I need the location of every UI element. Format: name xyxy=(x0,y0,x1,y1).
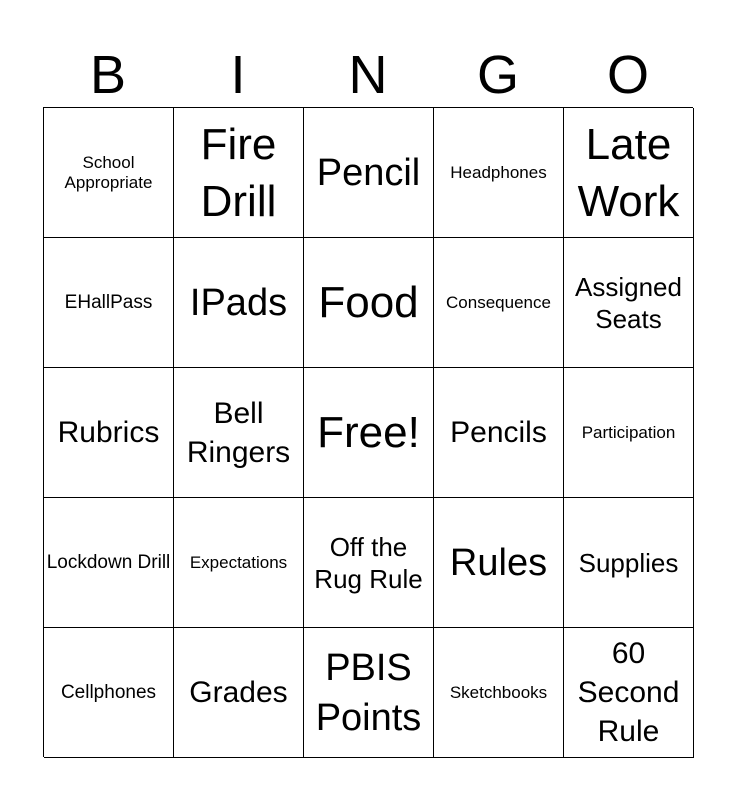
bingo-cell-g4[interactable] xyxy=(434,498,564,628)
bingo-cell-o5[interactable] xyxy=(564,628,694,758)
cell-label: Free! xyxy=(317,408,420,457)
cell-label: School Appropriate xyxy=(64,152,153,192)
bingo-cell-i1[interactable] xyxy=(174,108,304,238)
cell-label: Cellphones xyxy=(60,681,157,703)
bingo-cell-g5[interactable] xyxy=(434,628,564,758)
bingo-cell-n4[interactable] xyxy=(304,498,434,628)
bingo-cell-o3[interactable] xyxy=(564,368,694,498)
cell-label: Fire Drill xyxy=(200,119,277,226)
header-letter-n: N xyxy=(348,45,388,105)
cell-label: Assigned Seats xyxy=(575,271,682,334)
bingo-cell-o2[interactable] xyxy=(564,238,694,368)
cell-label: Consequence xyxy=(446,292,551,312)
bingo-cell-n5[interactable] xyxy=(304,628,434,758)
bingo-cell-b2[interactable] xyxy=(44,238,174,368)
bingo-cell-g1[interactable] xyxy=(434,108,564,238)
bingo-cell-n2[interactable] xyxy=(304,238,434,368)
bingo-cell-n1[interactable] xyxy=(304,108,434,238)
cell-label: Grades xyxy=(189,676,288,709)
bingo-card-grid xyxy=(43,107,693,757)
cell-label: Supplies xyxy=(578,547,679,578)
cell-label: Participation xyxy=(581,422,676,442)
bingo-cell-g2[interactable] xyxy=(434,238,564,368)
cell-label: Late Work xyxy=(577,119,680,226)
cell-label: Food xyxy=(318,278,419,327)
cell-label: Sketchbooks xyxy=(449,682,548,702)
cell-label: EHallPass xyxy=(64,291,153,313)
bingo-cell-i5[interactable] xyxy=(174,628,304,758)
header-letter-b: B xyxy=(89,45,127,105)
cell-label: 60 Second Rule xyxy=(577,637,680,748)
cell-label: Headphones xyxy=(450,162,547,182)
cell-label: Pencil xyxy=(316,151,421,194)
bingo-cell-b4[interactable] xyxy=(44,498,174,628)
cell-label: Rules xyxy=(449,541,548,584)
cell-label: Lockdown Drill xyxy=(46,551,171,573)
cell-label: PBIS Points xyxy=(315,646,422,739)
bingo-cell-i4[interactable] xyxy=(174,498,304,628)
bingo-cell-i2[interactable] xyxy=(174,238,304,368)
header-letter-i: I xyxy=(230,45,246,105)
bingo-cell-b1[interactable] xyxy=(44,108,174,238)
header-letter-o: O xyxy=(606,45,649,105)
cell-label: Bell Ringers xyxy=(186,396,291,469)
bingo-header xyxy=(43,40,693,110)
bingo-cell-o4[interactable] xyxy=(564,498,694,628)
header-letter-g: G xyxy=(476,45,519,105)
cell-label: IPads xyxy=(189,281,288,324)
bingo-cell-o1[interactable] xyxy=(564,108,694,238)
cell-label: Pencils xyxy=(450,416,547,449)
cell-label: Rubrics xyxy=(57,416,160,449)
cell-label: Off the Rug Rule xyxy=(314,531,423,594)
bingo-cell-i3[interactable] xyxy=(174,368,304,498)
cell-label: Expectations xyxy=(189,552,288,572)
bingo-cell-g3[interactable] xyxy=(434,368,564,498)
bingo-cell-b5[interactable] xyxy=(44,628,174,758)
bingo-cell-b3[interactable] xyxy=(44,368,174,498)
bingo-cell-n3[interactable] xyxy=(304,368,434,498)
